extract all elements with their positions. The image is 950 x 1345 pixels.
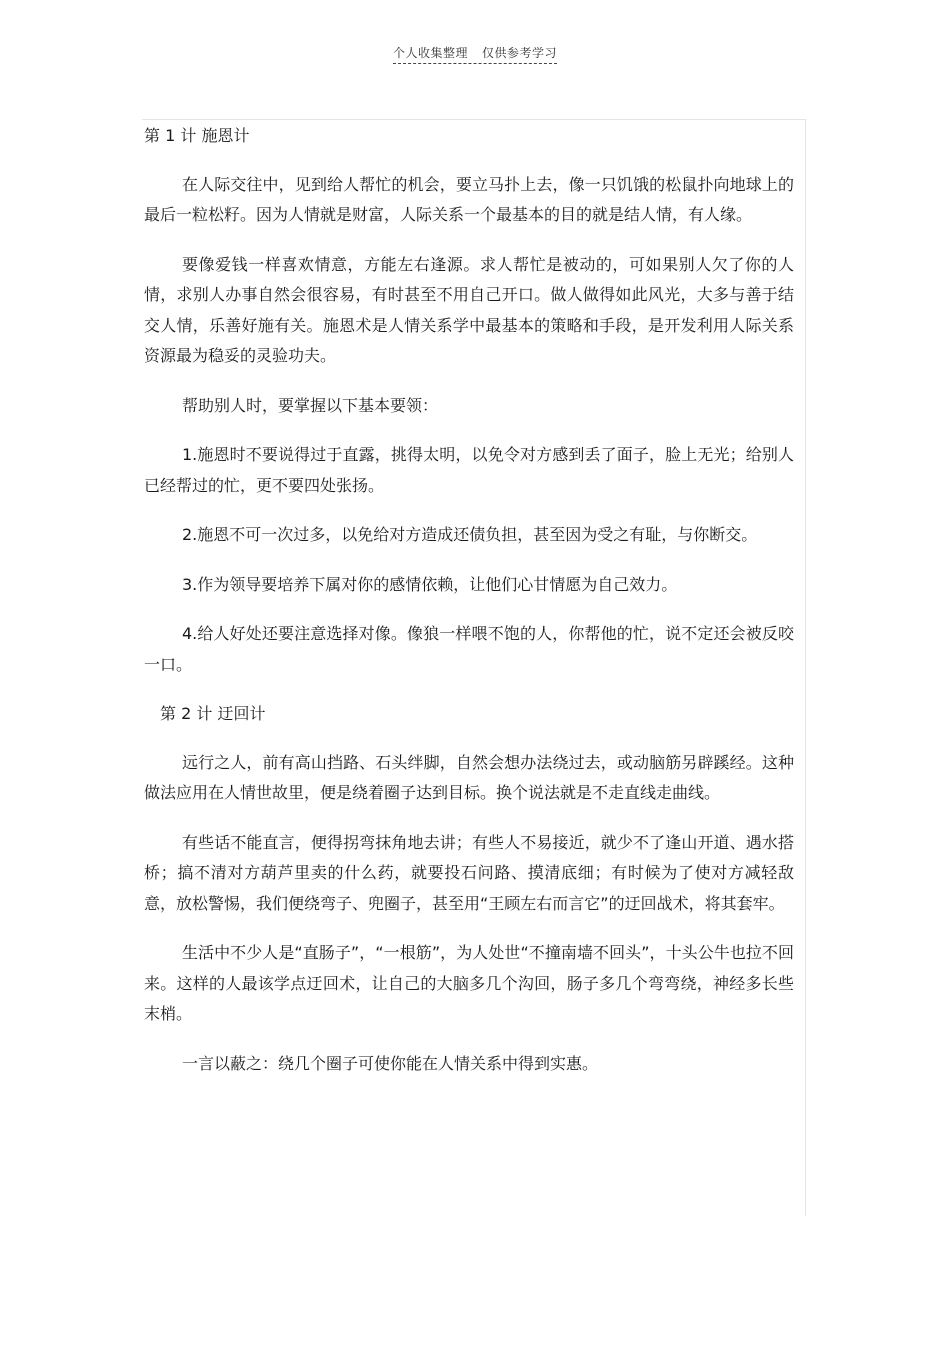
- section-2: [144, 699, 794, 1079]
- document-body: [144, 121, 794, 1098]
- paragraph: 一言以蔽之：绕几个圈子可使你能在人情关系中得到实惠。: [182, 1053, 599, 1073]
- paragraph: 在人际交往中，见到给人帮忙的机会，要立马扑上去，像一只饥饿的松鼠扑向地球上的最后一粒松籽。因为人情就是财富，人际关系一个最基本的目的就是结人情，有人缘。: [144, 174, 794, 224]
- list-item: 1.施恩时不要说得过于直露，挑得太明，以免令对方感到丢了面子，脸上无光；给别人已经帮过的忙，更不要四处张扬。: [144, 445, 794, 495]
- paragraph: 远行之人，前有高山挡路、石头绊脚，自然会想办法绕过去，或动脑筋另辟蹊经。这种做法应用在人情世故里，便是绕着圈子达到目标。换个说法就是不走直线走曲线。: [144, 752, 794, 802]
- paragraph: 帮助别人时，要掌握以下基本要领：: [182, 395, 439, 415]
- header-right: 仅供参考学习: [482, 46, 558, 60]
- section-title: 第 2 计 迂回计: [160, 704, 266, 723]
- paragraph: 要像爱钱一样喜欢情意，方能左右逢源。求人帮忙是被动的，可如果别人欠了你的人情，求别人办事自然会很容易，有时甚至不用自己开口。做人做得如此风光，大多与善于结交人情，乐善好施有关。施恩术是人情关系学中最基本的策略和手段，是开发利用人际关系资源最为稳妥的灵验功夫。: [144, 254, 794, 365]
- paragraph: 有些话不能直言，便得拐弯抹角地去讲；有些人不易接近，就少不了逢山开道、遇水搭桥；搞不清对方葫芦里卖的什么药，就要投石问路、摸清底细；有时候为了使对方减轻敌意，放松警惕，我们便绕弯子、兜圈子，甚至用“王顾左右而言它”的迂回战术，将其套牢。: [144, 832, 794, 913]
- header-left: 个人收集整理: [392, 46, 468, 60]
- page-header: [0, 44, 950, 64]
- paragraph: 生活中不少人是“直肠子”，“一根筋”，为人处世“不撞南墙不回头”，十头公牛也拉不回来。这样的人最该学点迂回术，让自己的大脑多几个沟回，肠子多几个弯弯绕，神经多长些末梢。: [144, 943, 794, 1023]
- list-item: 3.作为领导要培养下属对你的感情依赖，让他们心甘情愿为自己效力。: [182, 574, 678, 594]
- list-item: 4.给人好处还要注意选择对像。像狼一样喂不饱的人，你帮他的忙，说不定还会被反咬一口。: [144, 624, 794, 674]
- section-title: 第 1 计 施恩计: [144, 126, 250, 145]
- section-1: [144, 121, 794, 680]
- header-text: [393, 44, 557, 64]
- list-item: 2.施恩不可一次过多，以免给对方造成还债负担，甚至因为受之有耻，与你断交。: [182, 525, 758, 544]
